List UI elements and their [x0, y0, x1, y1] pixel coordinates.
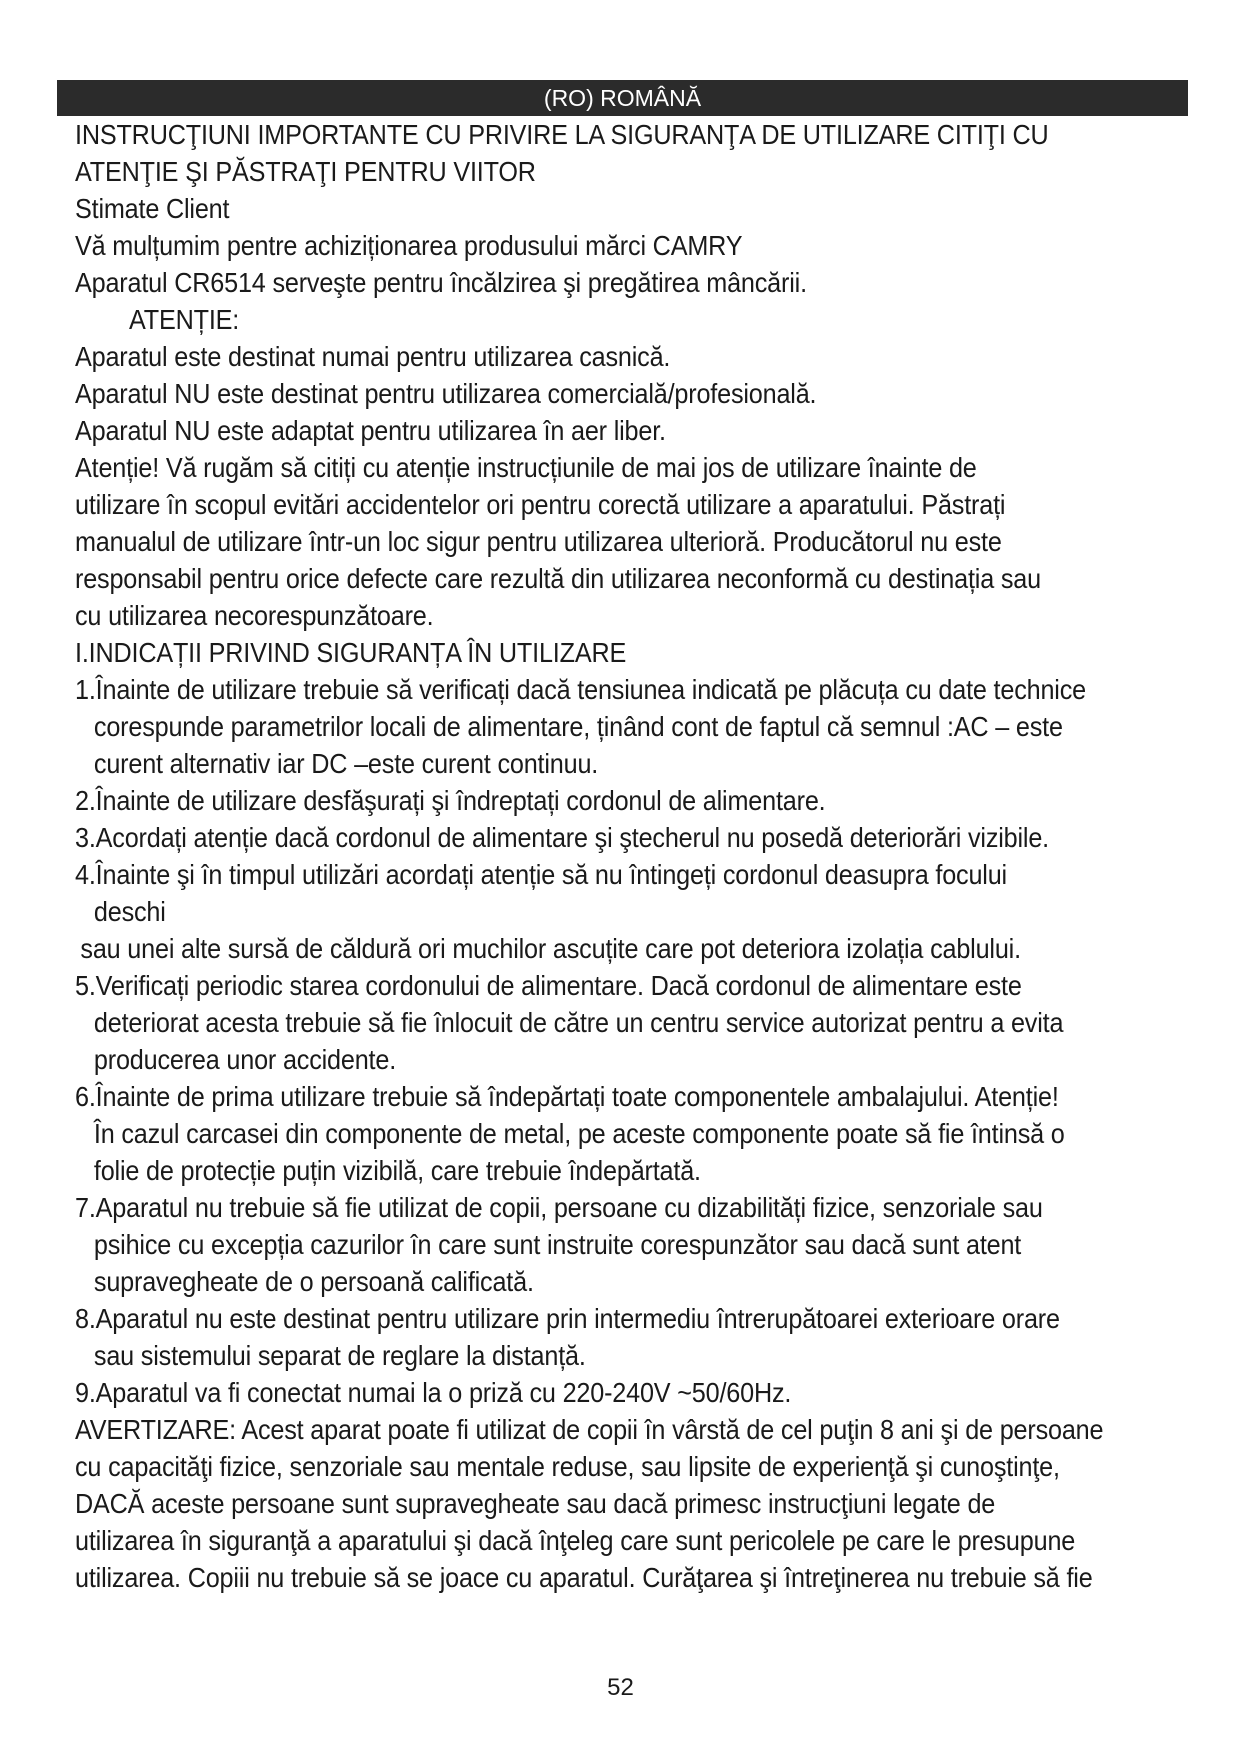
item-5: 5.Verificați periodic starea cordonului de alimentare. Dacă cordonul de alimentare este	[75, 970, 1022, 1001]
item-1-cont: curent alternativ iar DC –este curent continuu.	[93, 748, 599, 779]
item-3: 3.Acordați atenție dacă cordonul de alimentare şi ştecherul nu posedă deteriorări vizibile.	[75, 822, 1049, 853]
item-4-cont: deschi	[93, 896, 166, 927]
item-6: 6.Înainte de prima utilizare trebuie să îndepărtați toate componentele ambalajului. Atenție!	[75, 1081, 1059, 1112]
item-1-cont: corespunde parametrilor locali de alimentare, ținând cont de faptul că semnul :AC – este	[93, 711, 1063, 742]
note-line: Aparatul NU este destinat pentru utilizarea comercială/profesională.	[75, 378, 817, 409]
item-4-cont: sau unei alte sursă de căldură ori muchilor ascuțite care pot deteriora izolația cablului.	[80, 933, 1021, 964]
item-5-cont: producerea unor accidente.	[93, 1044, 397, 1075]
greeting: Stimate Client	[75, 193, 230, 224]
warning-line: utilizare în scopul evitări accidentelor ori pentru corectă utilizare a aparatului. Păstrați	[75, 489, 1006, 520]
thanks-text: Vă mulțumim pentre achiziționarea produsului mărci CAMRY	[75, 230, 743, 261]
item-8: 8.Aparatul nu este destinat pentru utilizare prin intermediu întrerupătoarei exterioare orare	[75, 1303, 1060, 1334]
warning-line: cu utilizarea necorespunzătoare.	[75, 600, 434, 631]
warning-line: Atenție! Vă rugăm să citiți cu atenție instrucțiunile de mai jos de utilizare înainte de	[75, 452, 977, 483]
title-line: INSTRUCŢIUNI IMPORTANTE CU PRIVIRE LA SIGURANŢA DE UTILIZARE CITIŢI CU	[75, 119, 1049, 150]
item-7: 7.Aparatul nu trebuie să fie utilizat de copii, persoane cu dizabilități fizice, senzoriale sau	[75, 1192, 1043, 1223]
item-6-cont: În cazul carcasei din componente de metal, pe aceste componente poate să fie întinsă o	[93, 1118, 1065, 1149]
note-line: Aparatul NU este adaptat pentru utilizarea în aer liber.	[75, 415, 666, 446]
warning-line: responsabil pentru orice defecte care rezultă din utilizarea neconformă cu destinația sau	[75, 563, 1041, 594]
item-8-cont: sau sistemului separat de reglare la distanță.	[93, 1340, 586, 1371]
page-number: 52	[607, 1674, 634, 1701]
manual-body	[75, 116, 1104, 1596]
title-line: ATENŢIE ŞI PĂSTRAŢI PENTRU VIITOR	[75, 156, 536, 187]
warning-line: manualul de utilizare într-un loc sigur pentru utilizarea ulterioră. Producătorul nu este	[75, 526, 1002, 557]
item-5-cont: deteriorat acesta trebuie să fie înlocuit de către un centru service autorizat pentru a evita	[93, 1007, 1064, 1038]
item-7-cont: supravegheate de o persoană calificată.	[93, 1266, 534, 1297]
purpose-text: Aparatul CR6514 serveşte pentru încălzirea şi pregătirea mâncării.	[75, 267, 807, 298]
language-header: (RO) ROMÂNĂ	[57, 80, 1188, 116]
note-line: Aparatul este destinat numai pentru utilizarea casnică.	[75, 341, 671, 372]
item-1: 1.Înainte de utilizare trebuie să verificați dacă tensiunea indicată pe plăcuța cu date technice	[75, 674, 1086, 705]
section-title: I.INDICAȚII PRIVIND SIGURANȚA ÎN UTILIZARE	[75, 637, 627, 668]
item-6-cont: folie de protecție puțin vizibilă, care trebuie îndepărtată.	[93, 1155, 701, 1186]
avertizare-line: AVERTIZARE: Acest aparat poate fi utilizat de copii în vârstă de cel puţin 8 ani şi de persoane	[75, 1414, 1104, 1445]
avertizare-line: utilizarea. Copiii nu trebuie să se joace cu aparatul. Curăţarea şi întreţinerea nu trebuie să fie	[75, 1562, 1093, 1593]
item-9: 9.Aparatul va fi conectat numai la o priză cu 220-240V ~50/60Hz.	[75, 1377, 792, 1408]
item-2: 2.Înainte de utilizare desfăşurați şi îndreptați cordonul de alimentare.	[75, 785, 826, 816]
avertizare-line: DACĂ aceste persoane sunt supravegheate sau dacă primesc instrucţiuni legate de	[75, 1488, 996, 1519]
avertizare-line: utilizarea în siguranţă a aparatului şi dacă înţeleg care sunt pericolele pe care le presupune	[75, 1525, 1076, 1556]
atentie-heading: ATENȚIE:	[129, 304, 240, 335]
item-7-cont: psihice cu excepția cazurilor în care sunt instruite corespunzător sau dacă sunt atent	[93, 1229, 1022, 1260]
item-4: 4.Înainte şi în timpul utilizări acordați atenție să nu întingeți cordonul deasupra focului	[75, 859, 1007, 890]
avertizare-line: cu capacităţi fizice, senzoriale sau mentale reduse, sau lipsite de experienţă şi cunoştinţe,	[75, 1451, 1060, 1482]
